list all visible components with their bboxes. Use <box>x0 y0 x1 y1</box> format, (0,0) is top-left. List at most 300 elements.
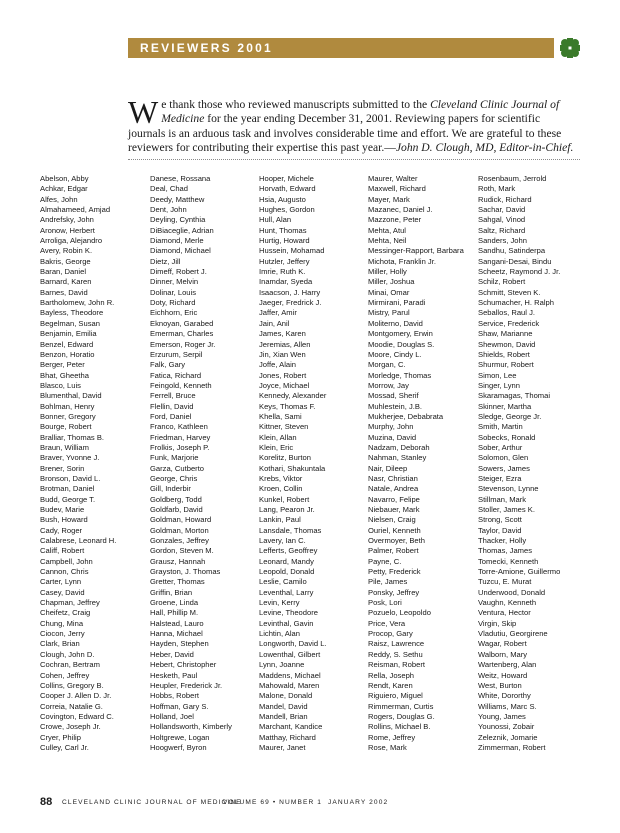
reviewer-name: Bohlman, Henry <box>40 401 95 411</box>
reviewer-name: Sandhu, Satinderpa <box>478 246 546 256</box>
reviewer-name: Wagar, Robert <box>478 639 527 649</box>
reviewer-name: Rosenbaum, Jerrold <box>478 174 547 183</box>
reviewer-name: Joyce, Michael <box>259 380 310 390</box>
reviewer-name: Schilz, Robert <box>478 277 526 287</box>
reviewer-name: Mayer, Mark <box>368 194 410 204</box>
reviewer-name: Thomas, James <box>478 546 533 556</box>
reviewer-name: Vaughn, Kenneth <box>478 598 537 608</box>
reviewer-name: Moodie, Douglas S. <box>368 339 435 349</box>
reviewer-name: Heupler, Frederick Jr. <box>150 680 223 690</box>
reviewer-name: Schmitt, Steven K. <box>478 287 541 297</box>
reviewer-name: Michota, Franklin Jr. <box>368 256 436 266</box>
reviewer-name: Ventura, Hector <box>478 608 531 618</box>
reviewer-name: Bakris, George <box>40 256 91 266</box>
reviewer-name: Deal, Chad <box>150 184 188 194</box>
reviewer-name: Begelman, Susan <box>40 318 100 328</box>
reviewer-name: Cryer, Philip <box>40 732 81 742</box>
reviewer-name: Baran, Daniel <box>40 267 87 277</box>
reviewer-name: Ouriel, Kenneth <box>368 525 421 535</box>
reviewer-name: Benjamin, Emilia <box>40 329 97 339</box>
reviewer-name: Young, James <box>478 711 526 721</box>
reviewer-name: Williams, Marc S. <box>478 701 537 711</box>
reviewer-name: Rudick, Richard <box>478 194 532 204</box>
reviewer-name: Deedy, Matthew <box>150 194 205 204</box>
reviewer-name: Deyling, Cynthia <box>150 215 206 225</box>
reviewer-name: Singer, Lynn <box>478 380 520 390</box>
reviewer-name: Bronson, David L. <box>40 473 101 483</box>
reviewer-name: Heber, David <box>150 649 194 659</box>
reviewer-name: Marchant, Kandice <box>259 722 323 732</box>
reviewer-name: Cannon, Chris <box>40 567 89 577</box>
reviewer-name: Levin, Kerry <box>259 598 300 608</box>
reviewer-name: Chapman, Jeffrey <box>40 598 100 608</box>
reviewer-name: Falk, Gary <box>150 360 186 370</box>
reviewer-name: Morrow, Jay <box>368 380 409 390</box>
reviewer-name: Clough, John D. <box>40 649 95 659</box>
reviewer-name: Pozuelo, Leopoldo <box>368 608 431 618</box>
reviewer-name: Posk, Lori <box>368 598 402 608</box>
reviewer-name: Cheifetz, Craig <box>40 608 91 618</box>
reviewer-name: Minai, Omar <box>368 287 410 297</box>
reviewer-name: Lang, Pearon Jr. <box>259 505 315 514</box>
reviewer-name: Simon, Lee <box>478 370 517 380</box>
intro-text: e thank those who reviewed manuscripts submitted to the <box>161 98 431 111</box>
reviewer-name: Crowe, Joseph Jr. <box>40 722 101 732</box>
reviewer-name: Leventhal, Larry <box>259 587 314 597</box>
reviewer-name: Kroen, Collin <box>259 484 303 494</box>
reviewer-column-5 <box>478 174 598 753</box>
reviewer-name: Morgan, C. <box>368 360 406 370</box>
reviewer-name: Walborn, Mary <box>478 649 528 659</box>
reviewer-name: Klein, Eric <box>259 442 294 452</box>
reviewer-name: Stoller, James K. <box>478 505 535 514</box>
reviewer-name: Jain, Anil <box>259 318 290 328</box>
reviewer-name: Ponsky, Jeffrey <box>368 587 420 597</box>
reviewer-name: Sachar, David <box>478 205 526 215</box>
reviewer-name: Chung, Mina <box>40 618 84 628</box>
reviewer-name: Cady, Roger <box>40 525 83 535</box>
reviewer-name: Palmer, Robert <box>368 546 419 556</box>
reviewer-name: Mirmirani, Paradi <box>368 298 426 308</box>
reviewer-name: Culley, Carl Jr. <box>40 742 89 752</box>
reviewer-name: Inamdar, Syeda <box>259 277 313 287</box>
reviewer-name: Mandel, David <box>259 701 308 711</box>
footer-volume: VOLUME 69 • NUMBER 1 <box>223 799 323 806</box>
reviewer-name: Seballos, Raul J. <box>478 308 535 318</box>
reviewer-name: Mehta, Atul <box>368 225 406 235</box>
reviewer-name: Benzon, Horatio <box>40 349 95 359</box>
reviewer-name: Brotman, Daniel <box>40 484 95 494</box>
reviewer-name: Benzel, Edward <box>40 339 94 349</box>
reviewer-name: Moore, Cindy L. <box>368 349 422 359</box>
reviewer-column-4 <box>368 174 488 753</box>
reviewer-name: Weitz, Howard <box>478 670 528 680</box>
reviewer-name: Zeleznik, Jomarie <box>478 732 538 742</box>
reviewer-name: Lichtin, Alan <box>259 629 300 639</box>
reviewer-name: Dolinar, Louis <box>150 287 197 297</box>
reviewer-name: Payne, C. <box>368 556 402 566</box>
reviewer-name: Mehta, Neil <box>368 236 407 246</box>
reviewer-name: Califf, Robert <box>40 546 85 556</box>
reviewer-name: Eichhorn, Eric <box>150 308 198 318</box>
reviewer-name: Eknoyan, Garabed <box>150 318 214 328</box>
reviewer-name: Sahgal, Vinod <box>478 215 526 225</box>
reviewer-name: Lavery, Ian C. <box>259 536 306 546</box>
reviewer-name: Price, Vera <box>368 618 406 628</box>
reviewer-name: Blumenthal, David <box>40 391 102 401</box>
reviewer-name: Raisz, Lawrence <box>368 639 425 649</box>
reviewer-name: Funk, Marjorie <box>150 453 199 463</box>
reviewer-name: Hayden, Stephen <box>150 639 209 649</box>
reviewer-name: Goldman, Howard <box>150 515 212 525</box>
reviewer-name: George, Chris <box>150 473 198 483</box>
reviewer-name: Leopold, Donald <box>259 567 315 577</box>
reviewer-name: Morledge, Thomas <box>368 370 432 380</box>
reviewer-name: Murphy, John <box>368 422 414 432</box>
journal-name: Cleveland Clinic Journal of Medicine <box>161 98 560 126</box>
reviewer-name: Service, Frederick <box>478 318 540 328</box>
reviewer-name: Halstead, Lauro <box>150 618 204 628</box>
reviewer-name: Gordon, Steven M. <box>150 546 214 556</box>
section-header-bar <box>128 38 554 58</box>
reviewer-name: Lynn, Joanne <box>259 660 305 670</box>
reviewer-name: Thacker, Holly <box>478 536 527 546</box>
reviewer-name: Hesketh, Paul <box>150 670 198 680</box>
reviewer-name: Friedman, Harvey <box>150 432 211 442</box>
reviewer-name: Goldfarb, David <box>150 505 203 514</box>
reviewer-name: Grausz, Hannah <box>150 556 206 566</box>
reviewer-name: Zimmerman, Robert <box>478 742 546 752</box>
dotted-divider <box>128 159 580 160</box>
reviewer-name: Garza, Cutberto <box>150 463 205 473</box>
page-footer <box>40 795 580 809</box>
reviewer-name: Berger, Peter <box>40 360 85 370</box>
reviewer-name: Gretter, Thomas <box>150 577 205 587</box>
reviewer-name: Nasr, Christian <box>368 473 418 483</box>
page-number: 88 <box>40 796 53 808</box>
reviewer-name: Shewmon, David <box>478 339 536 349</box>
reviewer-name: Sledge, George Jr. <box>478 411 542 421</box>
reviewer-name: Scheetz, Raymond J. Jr. <box>478 267 561 277</box>
reviewer-name: Braver, Yvonne J. <box>40 453 100 463</box>
reviewer-name: Malone, Donald <box>259 691 313 701</box>
reviewer-name: Sangani-Desai, Bindu <box>478 256 552 266</box>
reviewer-name: Shaw, Marianne <box>478 329 533 339</box>
reviewer-name: Hall, Phillip M. <box>150 608 199 618</box>
reviewer-name: Hebert, Christopher <box>150 660 217 670</box>
reviewer-name: Virgin, Skip <box>478 618 517 628</box>
reviewer-name: Keys, Thomas F. <box>259 401 316 411</box>
reviewer-name: Sowers, James <box>478 463 530 473</box>
reviewer-name: Nair, Dileep <box>368 463 408 473</box>
reviewer-name: Maurer, Janet <box>259 742 306 752</box>
reviewer-name: Natale, Andrea <box>368 484 419 494</box>
reviewer-name: Hurtig, Howard <box>259 236 310 246</box>
reviewer-name: Wartenberg, Alan <box>478 660 537 670</box>
reviewer-name: Riguiero, Miguel <box>368 691 423 701</box>
reviewer-column-3 <box>259 174 379 753</box>
reviewer-name: Vladutiu, Georgirene <box>478 629 548 639</box>
reviewer-name: Blasco, Luis <box>40 380 81 390</box>
reviewer-name: Torre-Amione, Guillermo <box>478 567 561 577</box>
reviewer-name: Goldberg, Todd <box>150 494 202 504</box>
reviewer-name: Krebs, Viktor <box>259 473 303 483</box>
reviewer-name: White, Dororthy <box>478 691 531 701</box>
reviewer-name: Imrie, Ruth K. <box>259 267 306 277</box>
reviewer-name: Kunkel, Robert <box>259 494 310 504</box>
reviewer-name: Groene, Linda <box>150 598 199 608</box>
reviewer-name: Dietz, Jill <box>150 256 181 266</box>
reviewer-name: Holtgrewe, Logan <box>150 732 210 742</box>
reviewer-name: Budd, George T. <box>40 494 96 504</box>
reviewer-name: Younossi, Zobair <box>478 722 535 732</box>
reviewer-name: Rome, Jeffrey <box>368 732 416 742</box>
reviewer-name: Schumacher, H. Ralph <box>478 298 554 308</box>
reviewer-name: Levinthal, Gavin <box>259 618 314 628</box>
reviewer-name: Gonzales, Jeffrey <box>150 536 209 546</box>
section-title: REVIEWERS 2001 <box>140 41 273 55</box>
reviewer-name: Arroliga, Alejandro <box>40 236 103 246</box>
reviewer-name: Calabrese, Leonard H. <box>40 536 117 546</box>
reviewer-name: Bayless, Theodore <box>40 308 104 318</box>
reviewer-name: Campbell, John <box>40 556 93 566</box>
reviewer-name: Hoogwerf, Byron <box>150 742 207 752</box>
reviewer-name: Budev, Marie <box>40 505 85 514</box>
reviewer-name: Rendt, Karen <box>368 680 413 690</box>
reviewer-name: Andrefsky, John <box>40 215 94 225</box>
editor-signature: John D. Clough, MD, Editor-in-Chief. <box>395 141 574 155</box>
reviewer-name: Hollandsworth, Kimberly <box>150 722 232 732</box>
reviewer-name: Hunt, Thomas <box>259 225 307 235</box>
reviewer-name: Erzurum, Serpil <box>150 349 203 359</box>
reviewer-name: Ferrell, Bruce <box>150 391 196 401</box>
reviewer-name: Niebauer, Mark <box>368 505 420 514</box>
reviewer-name: Danese, Rossana <box>150 174 211 183</box>
reviewer-name: Bonner, Gregory <box>40 411 96 421</box>
reviewer-name: Rollins, Michael B. <box>368 722 431 732</box>
reviewer-name: Ciocon, Jerry <box>40 629 85 639</box>
reviewer-name: Mistry, Parul <box>368 308 410 318</box>
reviewer-name: Saltz, Richard <box>478 225 526 235</box>
reviewer-name: Solomon, Glen <box>478 453 529 463</box>
reviewer-name: Rella, Joseph <box>368 670 415 680</box>
intro-paragraph <box>128 94 580 156</box>
reviewer-name: Kothari, Shakuntala <box>259 463 326 473</box>
reviewer-name: DiBiaceglie, Adrian <box>150 225 214 235</box>
reviewer-name: Bralliar, Thomas B. <box>40 432 105 442</box>
reviewer-name: Carter, Lynn <box>40 577 82 587</box>
reviewer-name: Jones, Robert <box>259 370 307 380</box>
reviewer-name: Joffe, Alain <box>259 360 297 370</box>
reviewer-name: Bourge, Robert <box>40 422 92 432</box>
reviewer-name: Alfes, John <box>40 194 78 204</box>
reviewer-column-1 <box>40 174 160 753</box>
reviewer-name: Mahowald, Maren <box>259 680 320 690</box>
reviewer-name: Rose, Mark <box>368 742 407 752</box>
reviewer-name: Longworth, David L. <box>259 639 327 649</box>
reviewer-name: Leslie, Camilo <box>259 577 307 587</box>
reviewer-name: Muhlestein, J.B. <box>368 401 423 411</box>
reviewer-name: Rogers, Douglas G. <box>368 711 435 721</box>
reviewer-name: Matthay, Richard <box>259 732 316 742</box>
reviewer-name: Barnard, Karen <box>40 277 92 287</box>
reviewer-name: Casey, David <box>40 587 85 597</box>
reviewer-name: Nahman, Stanley <box>368 453 427 463</box>
reviewer-name: Feingold, Kenneth <box>150 380 212 390</box>
reviewer-name: Fatica, Richard <box>150 370 202 380</box>
reviewer-name: Griffin, Brian <box>150 587 193 597</box>
reviewer-name: Jin, Xian Wen <box>259 349 306 359</box>
reviewer-name: Tuzcu, E. Murat <box>478 577 532 587</box>
reviewer-name: Mandell, Brian <box>259 711 308 721</box>
reviewer-name: Hutzler, Jeffery <box>259 256 310 266</box>
reviewer-name: Ford, Daniel <box>150 411 192 421</box>
reviewer-name: Almahameed, Amjad <box>40 205 111 215</box>
reviewer-name: Stevenson, Lynne <box>478 484 539 494</box>
reviewer-name: Cooper J. Allen D. Jr. <box>40 691 112 701</box>
reviewer-name: Overmoyer, Beth <box>368 536 425 546</box>
reviewer-name: Miller, Joshua <box>368 277 415 287</box>
reviewer-name: Steiger, Ezra <box>478 473 522 483</box>
reviewer-name: Kennedy, Alexander <box>259 391 327 401</box>
reviewer-name: Hanna, Michael <box>150 629 203 639</box>
reviewer-name: Nadzam, Deborah <box>368 442 430 452</box>
reviewer-name: Pile, James <box>368 577 408 587</box>
reviewer-name: Tomecki, Kenneth <box>478 556 539 566</box>
reviewer-name: Mossad, Sherif <box>368 391 419 401</box>
reviewer-name: Lowenthal, Gilbert <box>259 649 321 659</box>
reviewer-name: Petty, Frederick <box>368 567 421 577</box>
reviewer-name: Braun, William <box>40 442 89 452</box>
reviewer-name: Horvath, Edward <box>259 184 316 194</box>
reviewer-name: Muzina, David <box>368 432 417 442</box>
reviewer-name: Khella, Sami <box>259 411 302 421</box>
reviewer-name: Lansdale, Thomas <box>259 525 322 535</box>
reviewer-name: Collins, Gregory B. <box>40 680 104 690</box>
reviewer-name: Strong, Scott <box>478 515 522 525</box>
reviewer-name: Mukherjee, Debabrata <box>368 411 444 421</box>
reviewer-name: Jaeger, Fredrick J. <box>259 298 322 308</box>
reviewer-name: Stillman, Mark <box>478 494 527 504</box>
reviewer-name: Covington, Edward C. <box>40 711 114 721</box>
footer-journal: CLEVELAND CLINIC JOURNAL OF MEDICINE <box>62 799 242 806</box>
reviewer-name: Sober, Arthur <box>478 442 523 452</box>
reviewer-name: Barnes, David <box>40 287 88 297</box>
reviewer-name: Holland, Joel <box>150 711 194 721</box>
reviewer-name: Maxwell, Richard <box>368 184 426 194</box>
reviewer-name: Smith, Martin <box>478 422 523 432</box>
reviewer-name: Hsia, Augusto <box>259 194 306 204</box>
reviewer-name: Rimmerman, Curtis <box>368 701 434 711</box>
reviewer-name: Hughes, Gordon <box>259 205 315 215</box>
reviewer-name: Lankin, Paul <box>259 515 301 525</box>
footer-date: JANUARY 2002 <box>328 799 389 806</box>
reviewer-name: Mazanec, Daniel J. <box>368 205 433 215</box>
reviewer-name: Montgomery, Erwin <box>368 329 433 339</box>
reviewer-name: Miller, Holly <box>368 267 407 277</box>
reviewer-name: Goldman, Morton <box>150 525 209 535</box>
reviewer-name: Hobbs, Robert <box>150 691 199 701</box>
reviewer-name: Navarro, Felipe <box>368 494 420 504</box>
reviewer-name: Frolkis, Joseph P. <box>150 442 210 452</box>
reviewer-name: Emerson, Roger Jr. <box>150 339 216 349</box>
reviewer-name: Diamond, Merle <box>150 236 204 246</box>
reviewer-name: Clark, Brian <box>40 639 80 649</box>
reviewer-name: Aronow, Herbert <box>40 225 95 235</box>
reviewer-name: Underwood, Donald <box>478 587 546 597</box>
reviewer-name: Taylor, David <box>478 525 522 535</box>
reviewer-name: Levine, Theodore <box>259 608 318 618</box>
reviewer-name: Emerman, Charles <box>150 329 214 339</box>
reviewer-name: Avery, Robin K. <box>40 246 93 256</box>
reviewer-name: Bush, Howard <box>40 515 88 525</box>
reviewer-name: Bartholomew, John R. <box>40 298 115 308</box>
reviewer-name: Klein, Allan <box>259 432 297 442</box>
reviewer-name: Leonard, Mandy <box>259 556 314 566</box>
reviewer-name: Dimeff, Robert J. <box>150 267 207 277</box>
reviewer-name: Reisman, Robert <box>368 660 425 670</box>
reviewer-name: Cochran, Bertram <box>40 660 100 670</box>
reviewer-name: Procop, Gary <box>368 629 413 639</box>
reviewer-name: Shurmur, Robert <box>478 360 534 370</box>
reviewer-name: Mazzone, Peter <box>368 215 422 225</box>
drop-cap: W <box>128 94 159 130</box>
reviewer-name: Brener, Sorin <box>40 463 85 473</box>
reviewer-name: Bhat, Gheetha <box>40 370 89 380</box>
reviewer-name: Hoffman, Gary S. <box>150 701 209 711</box>
reviewer-name: Flellin, David <box>150 401 194 411</box>
reviewer-name: James, Karen <box>259 329 306 339</box>
reviewer-name: Isaacson, J. Harry <box>259 287 321 297</box>
reviewer-name: Maurer, Walter <box>368 174 418 183</box>
reviewer-name: Moliterno, David <box>368 318 423 328</box>
reviewer-name: Dent, John <box>150 205 187 215</box>
reviewer-name: Roth, Mark <box>478 184 516 194</box>
reviewer-name: Hussein, Mohamad <box>259 246 325 256</box>
reviewer-name: Cohen, Jeffrey <box>40 670 90 680</box>
reviewer-name: Kittner, Steven <box>259 422 309 432</box>
reviewer-name: Lefferts, Geoffrey <box>259 546 318 556</box>
reviewer-name: Jeremias, Allen <box>259 339 311 349</box>
reviewer-name: Skinner, Martha <box>478 401 532 411</box>
reviewer-name: Messinger-Rapport, Barbara <box>368 246 464 256</box>
reviewer-name: West, Burton <box>478 680 522 690</box>
intro-text-continued: for the year ending December 31, 2001. Reviewing papers for scientific journals is an arduous task and involves considerable time and effort. We are grateful to these reviewers for contributing their expertise this past year.— <box>128 112 562 155</box>
reviewer-name: Shields, Robert <box>478 349 530 359</box>
reviewer-name: Nielsen, Craig <box>368 515 416 525</box>
reviewer-name: Dinner, Melvin <box>150 277 199 287</box>
reviewer-name: Gill, Inderbir <box>150 484 191 494</box>
reviewer-name: Franco, Kathleen <box>150 422 208 432</box>
reviewer-name: Grayston, J. Thomas <box>150 567 221 577</box>
reviewer-name: Hooper, Michele <box>259 174 314 183</box>
reviewer-name: Skaramagas, Thomai <box>478 391 551 401</box>
reviewer-name: Korelitz, Burton <box>259 453 311 463</box>
reviewer-name: Maddens, Michael <box>259 670 321 680</box>
reviewer-name: Sanders, John <box>478 236 527 246</box>
reviewer-name: Sobecks, Ronald <box>478 432 536 442</box>
clover-cross-icon <box>560 38 580 58</box>
reviewer-column-2 <box>150 174 270 753</box>
reviewer-name: Reddy, S. Sethu <box>368 649 423 659</box>
reviewer-name: Doty, Richard <box>150 298 196 308</box>
reviewer-name: Jaffer, Amir <box>259 308 297 318</box>
reviewer-name: Correia, Natalie G. <box>40 701 103 711</box>
reviewer-name: Hull, Alan <box>259 215 292 225</box>
reviewer-name: Achkar, Edgar <box>40 184 88 194</box>
reviewer-name: Abelson, Abby <box>40 174 89 183</box>
reviewer-name: Diamond, Michael <box>150 246 211 256</box>
